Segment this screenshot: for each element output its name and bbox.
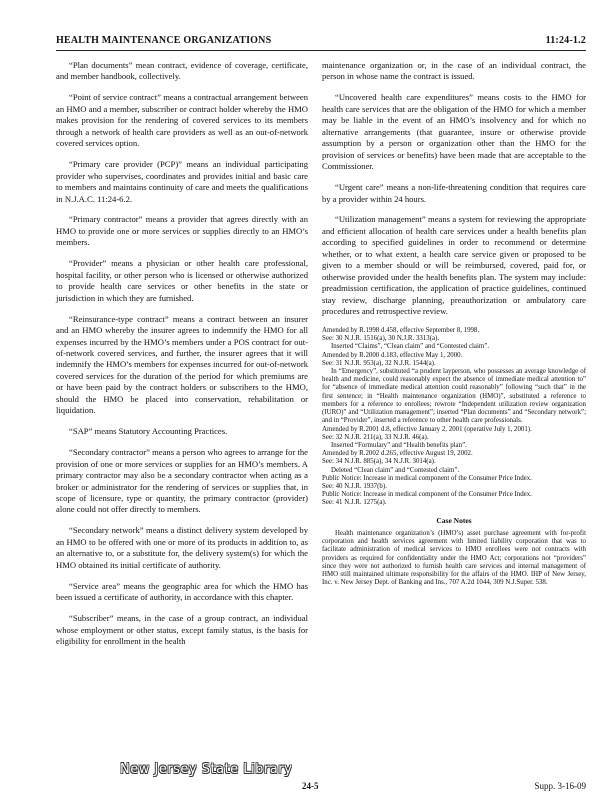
amendment-line: Amended by R.1998 d.458, effective September 8, 1998.	[322, 327, 480, 335]
case-notes-heading: Case Notes	[436, 515, 472, 525]
amendment-line: See: 41 N.J.R. 1275(a).	[322, 499, 387, 507]
definition-primary-care-provider: “Primary care provider (PCP)” means an individual participating provider who supervises, coordinates and provides initial and basic care to members and maintains continuity of care and meets the qualifications in N.J.A.C. 11:24-6.2.	[56, 159, 308, 204]
running-header	[56, 35, 586, 49]
amendment-line: Amended by R.2000 d.183, effective May 1, 2000.	[322, 351, 463, 359]
amendment-paragraph: In “Emergency”, substituted “a prudent layperson, who possesses an average knowledge of health and medicine, could reasonably expect the absence of immediate medical attention to” for “absence of immediate medical attention could reasonably” following “such that” in the first sentence; in “Health maintenance organization (HMO)”, substituted a reference to members for a reference to enrollees; rewrote “Independent utilization review organization (IURO)” and “Utilization management”; inserted “Plan documents” and “Secondary network”; and in “Provider”, inserted a reference to other health care professionals.	[322, 368, 586, 425]
definition-service-area: “Service area” means the geographic area for which the HMO has been issued a certificate of authority, in accordance with this chapter.	[56, 580, 308, 603]
amendment-line: See: 32 N.J.R. 211(a), 33 N.J.R. 46(a).	[322, 433, 429, 441]
amendment-line: Amended by R.2001 d.8, effective January 2, 2001 (operative July 1, 2001).	[322, 425, 532, 433]
amendment-line: See: 30 N.J.R. 1516(a), 30 N.J.R. 3313(a).	[322, 335, 440, 343]
definition-point-of-service-contract: “Point of service contract” means a contractual arrangement between an HMO and a member, subscriber or contract holder whereby the HMO makes provision for the rendering of covered services to its members through a network of health care providers as well as an out-of-network covered services option.	[56, 92, 308, 149]
case-note-text: Health maintenance organization’s (HMO’s) asset purchase agreement with for-profit corporation and health services agreement with limited liability corporation that was to facilitate administration of medical services to HMO enrollees were not contracts with providers as required for confidentiality under the HMO Act; corporations not “providers” since they were not authorized to furnish health care services and internal management of HMO still maintained ultimate responsibility for the affairs of the HMO. IHP of New Jersey, Inc. v. New Jersey Dept. of Banking and Ins., 707 A.2d 1044, 309 N.J.Super. 538.	[322, 529, 586, 587]
header-section-number: 11:24-1.2	[545, 35, 586, 46]
header-title: HEALTH MAINTENANCE ORGANIZATIONS	[56, 35, 272, 46]
amendment-line: See: 34 N.J.R. 885(a), 34 N.J.R. 3014(a).	[322, 458, 436, 466]
definition-reinsurance-type-contract: “Reinsurance-type contract” means a contract between an insurer and an HMO whereby the insurer agrees to indemnify the HMO for all expenses incurred by the HMO’s members under a POS contract for out-of-network covered services, and further, the insurer agrees that it will indemnify the HMO’s members for expenses incurred for out-of-network covered services for the duration of the period for which premiums are or have been paid by the contract holders or subscribers to the HMO, should the HMO be placed into conservation, rehabilitation or liquidation.	[56, 313, 309, 416]
amendment-line: Deleted “Clean claim” and “Contested claim”.	[331, 466, 460, 474]
amendment-line: Amended by R.2002 d.265, effective August 19, 2002.	[322, 450, 473, 458]
definition-urgent-care: “Urgent care” means a non-life-threatening condition that requires care by a provider within 24 hours.	[322, 182, 586, 204]
definition-subscriber: “Subscriber” means, in the case of a group contract, an individual whose employment or other status, except family status, is the basis for eligibility for enrollment in the health	[56, 613, 308, 647]
definition-secondary-network: “Secondary network” means a distinct delivery system developed by an HMO to be offered with one or more of its products in addition to, as an alternative to, or a substitute for, the delivery system(s) for which the HMO obtained its initial certificate of authority.	[56, 525, 308, 570]
right-column	[322, 60, 586, 597]
page-number: 24-5	[302, 781, 319, 791]
amendment-line: See: 40 N.J.R. 1937(b).	[322, 482, 387, 490]
definition-primary-contractor: “Primary contractor” means a provider that agrees directly with an HMO to provide one or more services or supplies directly to an HMO’s members.	[56, 214, 308, 248]
definition-plan-documents: “Plan documents” mean contract, evidence of coverage, certificate, and member handbook, collectively.	[56, 60, 308, 82]
amendment-line: Inserted “Formulary” and “Health benefits plan”.	[331, 441, 467, 449]
supplement-date: Supp. 3-16-09	[534, 781, 586, 791]
definition-sap: “SAP” means Statutory Accounting Practices.	[69, 426, 228, 437]
amendment-history	[322, 327, 586, 507]
library-watermark: New Jersey State Library	[120, 762, 293, 777]
public-notice: Public Notice: Increase in medical component of the Consumer Price Index.	[322, 474, 532, 482]
header-rule	[56, 50, 586, 51]
definition-subscriber-continued: maintenance organization or, in the case of an individual contract, the person in whose name the contract is issued.	[322, 60, 586, 82]
left-column	[56, 60, 308, 657]
public-notice: Public Notice: Increase in medical component of the Consumer Price Index.	[322, 491, 532, 499]
definition-uncovered-expenditures: “Uncovered health care expenditures” means costs to the HMO for health care services that are the obligation of the HMO for which a member may be liable in the event of an HMO’s insolvency and for which no alternative arrangements (that guarantee, insure or otherwise provide assumption by a person or organization other than the HMO for the provision of services or benefits) have been made that are acceptable to the Commissioner.	[322, 92, 586, 172]
definition-provider: “Provider” means a physician or other health care professional, hospital facility, or other person who is licensed or otherwise authorized to provide health care services or other benefits in the state or jurisdiction in which they are furnished.	[56, 258, 308, 303]
definition-secondary-contractor: “Secondary contractor” means a person who agrees to arrange for the provision of one or more services or supplies for an HMO’s members. A primary contractor may also be a secondary contractor when acting as a broker or administrator for the rendering of services or supplies that, in scope of licensure, type or quantity, the primary contractor (provider) alone could not offer directly to members.	[56, 447, 308, 515]
amendment-line: Inserted “Claims”, “Clean claim” and “Contested claim”.	[331, 343, 490, 351]
amendment-line: See: 31 N.J.R. 953(a), 32 N.J.R. 1544(a).	[322, 359, 436, 367]
definition-utilization-management: “Utilization management” means a system for reviewing the appropriate and efficient allocation of health care services under a health benefits plan according to specified guidelines in order to recommend or determine whether, or to what extent, a health care service given or proposed to be given to a member should or will be reimbursed, covered, paid for, or otherwise provided under the health benefits plan. The system may include: preadmission certification, the application of practice guidelines, continued stay review, discharge planning, preauthorization or ambulatory care procedures and retrospective review.	[322, 214, 586, 317]
